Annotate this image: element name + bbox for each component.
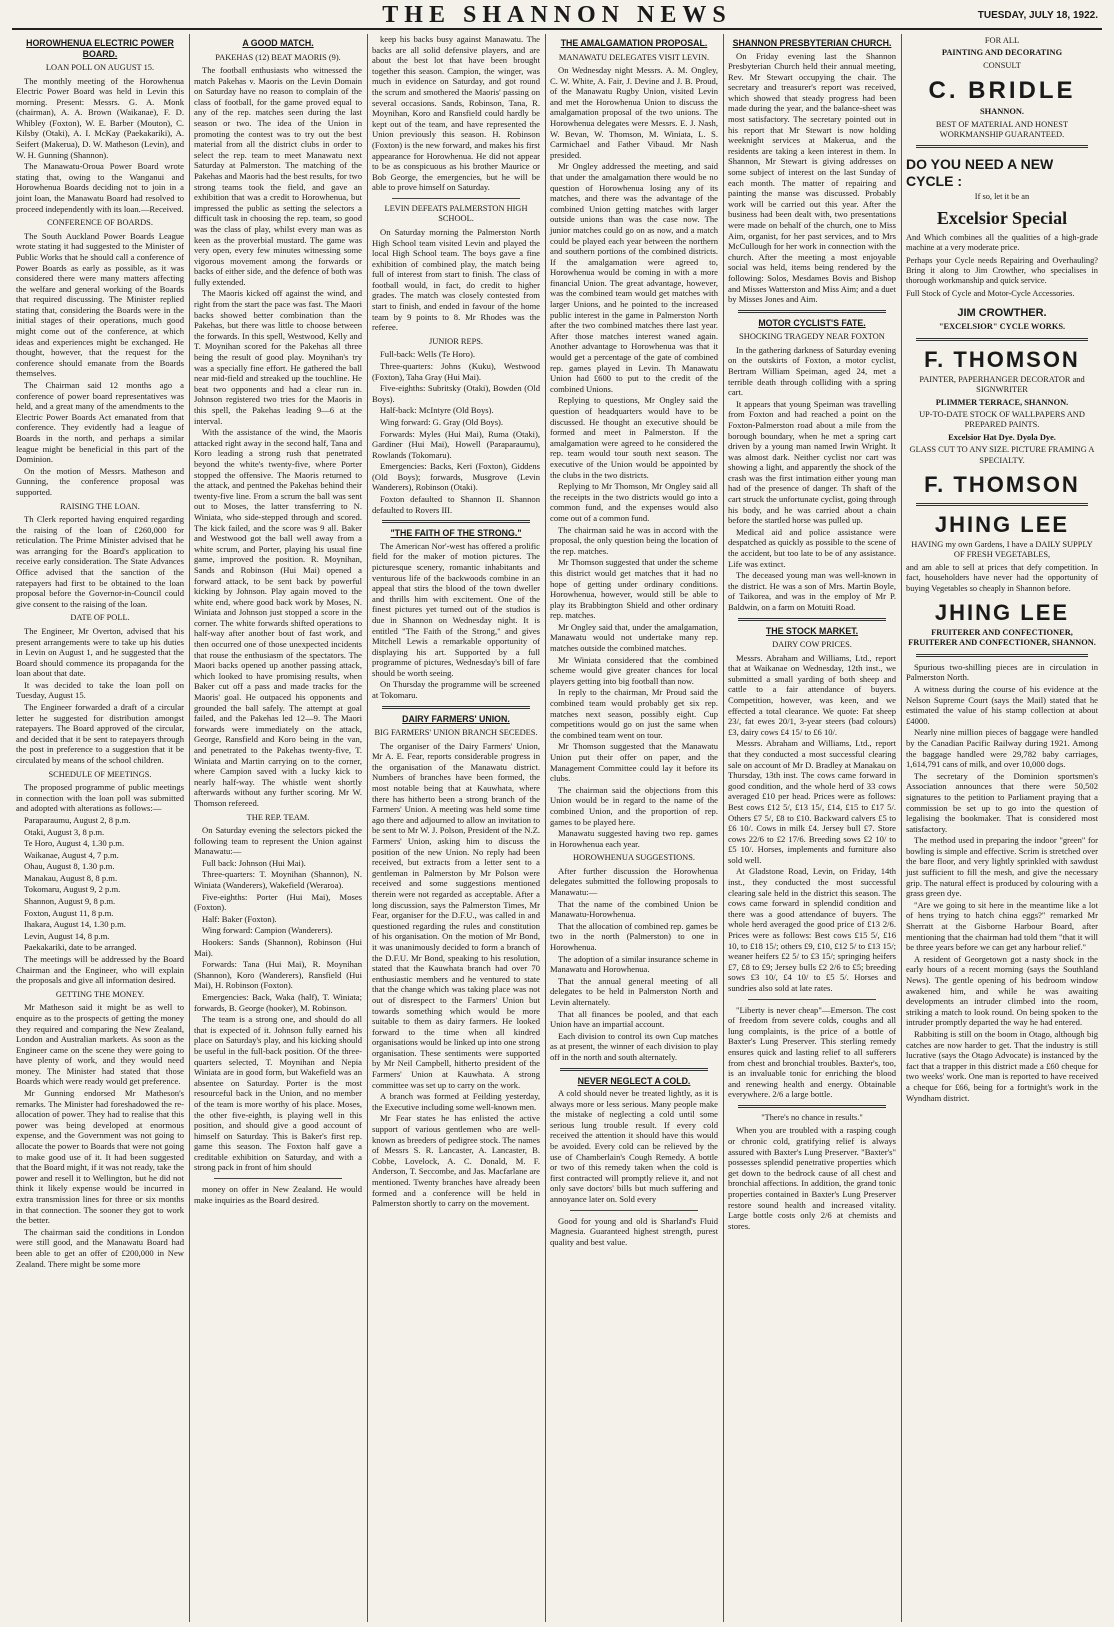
- paragraph: In the gathering darkness of Saturday evening on the outskirts of Foxton, a motor cyclist, Bertram William Speiman, aged 24, met a terrible death through colliding with a spring cart.: [728, 344, 896, 398]
- paragraph: The deceased young man was well-known in the district. He was a son of Mrs. Martin Boyle, of Taikorea, and was in the employ of Mr P. Baldwin, on a farm on Motuiti Road.: [728, 570, 896, 612]
- paragraph: Replying to questions, Mr Ongley said the question of headquarters would have to be discussed. He thought an executive should be formed and meet in Palmerston. If the amalgamation were agreed to he considered the rep. team would tour south next season. The executive of the Union would be appointed by the clubs in the two districts.: [550, 395, 718, 480]
- divider: [916, 145, 1088, 148]
- paragraph: With the assistance of the wind, the Maoris attacked right away in the second half, Tana and Koro leading a strong rush that penetrated beyond the white's twenty-five, where Porter stopped the offensive. The Maoris returned to the attack, and pentned the Pakehas behind their twenty-five line. From a scrum the ball was sent out to Moses, the latter transferring to N. Winiata, who side-stepped through and scored. The kick failed, and the score was 9 all. Baker and Westwood got the ball well away from a white scrum, and Porter, playing his usual fine game, improved the position. R. Moynihan, Sands and Robinson (Hui Mai) opened a forward attack, to be sent back by powerful kicking by Johnson. Play again moved to the white end, where good back work by Moses, N. Winiata and Johnson just stopped a score in the corner. The white forwards shifted operations to half-way after another bout of fast work, and then occurred one of those unexpected incidents that rouse the enthusiasm of the spectators. The Maori backs opened up another passing attack, which looked to have promising results, when Baker cut off a pass and made tracks for the Maoris' goal. He outpaced his opponents and grounded the ball safely. The attempt at goal failed, and the Pakehas led 12—9. The Maori forwards were immediately on the attack, George, Ransfield and Koro being in the van, and penetrated to the Pakehas twenty-five, T. Winiata and Martin carrying on to the corner, where Campion saved with a lucky kick to nearly half-way. The whistle went shortly afterwards without any further scoring. Mr W. Thomson refereed.: [194, 427, 362, 808]
- ad-bridle: [906, 36, 1098, 140]
- paragraph: Spurious two-shilling pieces are in circulation in Palmerston North.: [906, 661, 1098, 683]
- paragraph: That all finances be pooled, and that each Union have an impartial account.: [550, 1008, 718, 1030]
- list-item: Te Horo, August 4, 1.30 p.m.: [24, 838, 125, 849]
- ad-text: BEST OF MATERIAL AND HONEST WORKMANSHIP GUARANTEED.: [935, 119, 1069, 140]
- paragraph: The Engineer forwarded a draft of a circular letter he suggested for distribution amongst ratepayers. The Board approved of the circular, and decided that it be sent to ratepayers through the post in preference to a suggestion that it be circulated by means of the school children.: [16, 702, 184, 766]
- subheadline: THE REP. TEAM.: [246, 812, 310, 822]
- list-item: Ihakara, August 14, 1.30 p.m.: [24, 919, 126, 930]
- paragraph: Mr Thomson suggested that under the scheme this district would get matches that it had no hope of getting under ordinary conditions. Horowhenua, however, would still be able to play its Brabbington Shield and other ordinary rep. matches.: [550, 557, 718, 621]
- paragraph: A branch was formed at Feilding yesterday, the Executive including some well-known men.: [372, 1091, 540, 1112]
- paragraph: That the allocation of combined rep. games be two in the north (Palmerston) to one in Horowhenua.: [550, 920, 718, 952]
- subheadline: RAISING THE LOAN.: [60, 501, 140, 511]
- divider: [916, 654, 1088, 657]
- divider: [392, 198, 520, 199]
- list-item: Five-eighths: Porter (Hui Mai), Moses (Foxton).: [194, 891, 362, 913]
- paragraph: Manawatu suggested having two rep. games in Horowhenua each year.: [550, 828, 718, 849]
- paragraph: The Maoris kicked off against the wind, and right from the start the pace was fast. The Maori backs showed better combination than the Pakehas, but there was little to choose between the forwards. In this spell, Westwood, Kelly and T. Moynihan scored for the Pakehas all three being the result of good play. Moynihan's try was a specially fine effort. He gathered the ball near mid-field and streaked up the touchline. He beat two opponents and had a clear run in. Johnson registered two tries for the Maoris in this spell, the Pakehas leading 9—6 at the interval.: [194, 288, 362, 426]
- column-4: [546, 34, 722, 1622]
- paragraph: It appears that young Speiman was travelling from Foxton and had reached a point on the Foxton-Palmerston road about a mile from the borough boundary, when he met a spring cart driven by a young man named Irwin Wright. It was almost dark. Neither cyclist nor cart was showing a light, and apparently the shock of the crash was the first intimation either young man had of the presence of danger. Th shaft of the cart struck the unfortunate cyclist, going through his body, and he was carried about a chain before the startled horse was pulled up.: [728, 398, 896, 526]
- list-item: Levin, August 14, 8 p.m.: [24, 930, 110, 941]
- paragraph: Mr Gunning endorsed Mr Matheson's remarks. The Minister had foreshadowed the re-allocation of power. They had to realise that this power was being developed at enormous expense, and the Government was not going to allocate the power to Boards that were not going to make good use of it. It had been suggested that the Board might, if it was not ready, take the power and resell it to Wellington, but he did not think it likely expense would be incurred in extra transmission lines for three or six months in that connection. The sooner they got to work the better.: [16, 1088, 184, 1226]
- list-item: Hookers: Sands (Shannon), Robinson (Hui Mai).: [194, 937, 362, 958]
- list-item: Full-back: Wells (Te Horo).: [380, 349, 475, 360]
- subheadline: GETTING THE MONEY.: [55, 989, 145, 999]
- list-item: Forwards: Myles (Hui Mai), Ruma (Otaki), Gardiner (Hui Mai), Howell (Paraparaumu), Rowlands (Tokomaru).: [372, 428, 540, 460]
- subheadline: HOROWHENUA SUGGESTIONS.: [573, 853, 695, 863]
- divider: [214, 1178, 342, 1179]
- column-2: [190, 34, 366, 1622]
- list-item: Foxton, August 11, 8 p.m.: [24, 907, 114, 918]
- product-name: Excelsior Special: [936, 207, 1068, 228]
- paragraph: When you are troubled with a rasping cough or chronic cold, gratifying relief is always assured with Baxter's Lung Preserver. "Baxter's" possesses splendid penetrative properties which get down to the bedrock cause of all chest and bronchial affections. In addition, the grand tonic properties contained in Baxter's Lung Preserver restore sound health and increased vitality. Large bottle costs only 2/6 at chemists and stores.: [728, 1125, 896, 1231]
- paragraph: On the motion of Messrs. Matheson and Gunning, the conference proposal was supported.: [16, 465, 184, 497]
- divider: [738, 310, 886, 313]
- headline: MOTOR CYCLIST'S FATE.: [758, 317, 866, 328]
- ad-text: FOR ALL: [984, 36, 1020, 45]
- headline: HOROWHENUA ELECTRIC POWER BOARD.: [26, 38, 174, 59]
- headline: DAIRY FARMERS' UNION.: [402, 713, 510, 724]
- paragraph: "Are we going to sit here in the meantime like a lot of hens trying to hatch china eggs?" remarked Mr Sherratt at the Gisborne Harbour Board, after mentioning that the chairman had told them "that it will be three years before we can get any harbour relief.": [906, 899, 1098, 953]
- paragraph: Mr Ongley addressed the meeting, and said that under the amalgamation there would be no question of Horowhenua losing any of its matches, and there was the advantage of the combined Union getting matches with larger outside unions than was the case now. The junior matches could go on as now, and a match could be played each year between the northern and southern portions of the combined districts. If the amalgamation were agreed to, Horowhenua would be coming in with a more financial Union. The great advantage, however, was the combined team would get matches with larger Unions, and he pointed to the increased public interest in the game in Palmerston North after the two combined matches there last year. After those matches interest waned again. Another advantage to Horowhenua was that it would get a percentage of the gate of combined rep. games played in Levin. Th Manawatu Union had £600 to put to the credit of the combined Unions.: [550, 161, 718, 394]
- paragraph: The football enthusiasts who witnessed the match Pakehas v. Maoris on the Levin Domain on Saturday have no reason to complain of the class of football, for the game proved equal to any of the rep. matches seen during the last season or two. The idea of the Union in promoting the contest was to try out the best material from all the district clubs in order to select the rep. team to meet Manawatu next Saturday at Palmerston. The matching of the Pakehas and Maoris had the best results, for two strong teams took the field, and gave an exhibition that was a credit to Horowhenua, but impressed the public as setting the selectors a difficult task in choosing the rep. team, so good was the class of play, whilst every man was as keen as the proverbial mustard. The game was very open, every few minutes witnessing some vigorous movement among the forwards or backs of either side, and the defence of both was fully extended.: [194, 65, 362, 287]
- list-item: Otaki, August 3, 8 p.m.: [24, 826, 105, 837]
- list-item: Wing forward: Campion (Wanderers).: [202, 925, 333, 936]
- paragraph: The meetings will be addressed by the Board Chairman and the Engineer, who will explain the proposals and give all information desired.: [16, 954, 184, 986]
- list-item: Paekakariki, date to be arranged.: [24, 942, 137, 953]
- paragraph: At Gladstone Road, Levin, on Friday, 14th inst., they conducted the most successful clearing sale held in the district this season. The cows came forward in splendid condition and there was a good attendance of buyers. The whole herd averaged the good price of £13 2/6. Prices were as follows: Best cows £15 5/, £16 10, to £18 15/; others £9, £10, £12 5/ to £13 15/; weaner heifers £2 5/ to £3 15/; springing heifers £7, £8 to £9; Jersey bulls £2 2/6 to £5; breeding sows £3 10/, £4 10/ to £5 5/. Horses and sundries also sold at late rates.: [728, 866, 896, 993]
- paragraph: Mr Matheson said it might be as well to enquire as to the prospects of getting the money they required and comparing the New Zealand, London and Australian markets. As soon as the Engineer came on the scene they were going to have plenty of work, and they would need money. The Minister had stated that those Boards which were ready would get preference.: [16, 1002, 184, 1087]
- subheadline: DAIRY COW PRICES.: [772, 640, 852, 650]
- ad-text: UP-TO-DATE STOCK OF WALLPAPERS AND PREPARED PAINTS.: [919, 409, 1085, 430]
- subheadline: BIG FARMERS' UNION BRANCH SECEDES.: [374, 728, 538, 738]
- advertiser-name: JHING LEE: [934, 599, 1070, 625]
- list-item: Paraparaumu, August 2, 8 p.m.: [24, 814, 131, 825]
- ad-text: HAVING my own Gardens, I have a DAILY SUPPLY OF FRESH VEGETABLES,: [911, 539, 1093, 560]
- paragraph: Mr Fear states he has enlisted the active support of various gentlemen who are well-known as breeders of pedigree stock. The names of Messrs S. R. Lancaster, A. Lancaster, B. Cobbe, Lovelock, A. C. Donald, M. F. Anderson, T. Seccombe, and Jas. Macfarlane are mentioned. Twenty branches have already been formed and a conference will be held in Palmerston shortly to carry on the movement.: [372, 1113, 540, 1209]
- divider: [916, 338, 1088, 341]
- ad-text: SHANNON.: [980, 107, 1024, 117]
- advertiser-name: JHING LEE: [934, 511, 1070, 537]
- list-item: Manakau, August 8, 8 p.m.: [24, 872, 118, 883]
- paragraph: Replying to Mr Thomson, Mr Ongley said all the receipts in the two districts would go into a common fund, and the expenses would also come out of a common fund.: [550, 481, 718, 523]
- subheadline: LOAN POLL ON AUGUST 15.: [45, 63, 155, 72]
- paragraph: A cold should never be treated lightly, as it is always more or less serious. Many people make the mistake of neglecting a cold until some serious lung trouble result. If every cold received the attention it should have this would be avoided. Every cold can be relieved by the use of Chamberlain's Cough Remedy. A bottle or two of this remedy taken when the cold is first contracted will promptly relieve it, and not only save doctors' bills but much suffering and annoyance later on. Sold every: [550, 1088, 718, 1204]
- paragraph: On Saturday morning the Palmerston North High School team visited Levin and played the local High School team. The boys gave a fine exhibition of combined play, the match being full of interest from start to finish. The class of football would, in fact, do credit to higher grades. The match was closely contested from start to finish, and ended in favour of the home team by 9 points to 8. Mr Rhodes was the referee.: [372, 226, 540, 333]
- paragraph: Th Clerk reported having enquired regarding the raising of the loan of £260,000 for reticulation. The Prime Minister advised that he was arranging for the Board's application to receive early consideration. The State Advances Office advised that the sanction of the ratepayers had first to be obtained to the loan proposal before the Governor-in-Council could give consent to the raising of the loan.: [16, 514, 184, 609]
- paragraph: Nearly nine million pieces of baggage were handled by the Canadian Pacific Railway during 1921. Among the baggage handled were 29,782 baby carriages, 1,614,791 cans of milk, and over 10,000 dogs.: [906, 727, 1098, 770]
- paragraph: The monthly meeting of the Horowhenua Electric Power Board was held in Levin this morning. Present: Messrs. G. A. Monk (chairman), A. A. Brown (Waikanae), F. D. Whibley (Foxton), W. E. Barber (Mouton), C. Kilsby (Otaki), A. I. McKay (Paekakariki), A. Seifert (Makerua), D. W. Matheson (Levin), and W. H. Gunning (Shannon).: [16, 75, 184, 160]
- subheadline: MANAWATU DELEGATES VISIT LEVIN.: [558, 52, 710, 62]
- paragraph: Rabbiting is still on the boom in Otago, although big catches are now harder to get. That the industry is still lucrative (says the Otago Advocate) is instanced by the fact that a trapper in this district made a £60 cheque for two weeks' work. One man is reported to have received a cheque for £66, being for a fortnight's work in the Wyndham district.: [906, 1028, 1098, 1103]
- paragraph: The secretary of the Dominion sportsmen's Association announces that there were 50,502 signatures to the petition to Parliament praying that a commission be set up to go into the question of legalising the bookmaker. That is considered most satisfactory.: [906, 770, 1098, 834]
- paragraph: The team is a strong one, and should do all that is expected of it. Johnson fully earned his place on Saturday's play, and his kicking should be useful in the full-back position. Of the three-quarters selected, T. Moynihan and Nepia Winiata are in good form, but Wakefield was an absentee on Saturday. Porter is the most resourceful back in the Union, and no member of the team is more worthy of his place. Moses, the other five-eighth, is playing well in this position, and should give a good account of himself on Saturday. This is Baker's first rep. game this season. The Foxton half gave a creditable exhibition on Saturday, and with a strong pack in front of him should: [194, 1014, 362, 1173]
- paragraph: Each division to control its own Cup matches as at present, the winner of each division to play off in the north and south alternately.: [550, 1030, 718, 1062]
- ad-text: PLIMMER TERRACE, SHANNON.: [935, 397, 1069, 407]
- headline: "THE FAITH OF THE STRONG.": [390, 528, 522, 539]
- list-item: Ohau, August 8, 1.30 p.m.: [24, 861, 115, 872]
- paragraph: The organiser of the Dairy Farmers' Union, Mr A. E. Fear, reports considerable progress in the organisation of the Manawatu district. Numbers of branches have been formed, the most notable being that at Kauwhata, where there has hitherto been a strong branch of the Farmers' Union. A meeting was held some time ago there and adjourned to allow an invitation to be sent to Mr W. J. Polson, President of the N.Z. Farmers' Union, asking him to discuss the position of the new Union. No reply had been received, but extracts from a letter sent to a gentleman in Palmerston by Mr Polson were received and some suggestions mentioned therein were not regarded as acceptable. After a long discussion, says the Palmerston Times, Mr Fear, organiser for the D.F.U., was called in and questioned regarding the rules and constitution of his organisation. On the motion of Mr Bond, it was unanimously decided to form a branch of the D.F.U. Mr Bond, speaking to his resolution, stated that the Kauwhata branch had over 70 enthusiastic members and he ventured to state that the change which was taking place was not out of disrespect to the Farmers' Union but towards something which would be more suitable to them as dairy farmers. He looked forward to the time when all kindred organisations would be linked up into one strong organisation. These sentiments were supported by Mr Neil Campbell, hitherto president of the Farmers' Union at Kauwhata. A strong committee was set up to carry on the work.: [372, 740, 540, 1090]
- headline: A GOOD MATCH.: [242, 38, 314, 48]
- column-5: [724, 34, 900, 1622]
- paragraph: That the name of the combined Union be Manawatu-Horowhenua.: [550, 898, 718, 920]
- ad-jhing-lee: [906, 512, 1098, 649]
- paragraph: "Liberty is never cheap"—Emerson. The cost of freedom from severe colds, coughs and all lung complaints, is the price of a bottle of Baxter's Lung Preserver. This sterling remedy ensures quick and lasting relief to all sufferers from chest and bronchial troubles. Baxter's, too, is an invaluable tonic for enriching the blood and renewing health and energy. Obtainable everywhere. 2/6 a large bottle.: [728, 1004, 896, 1100]
- subheadline: DATE OF POLL.: [70, 613, 130, 623]
- paragraph: Mr Ongley said that, under the amalgamation, Manawatu would not undertake many rep. matches outside the combined matches.: [550, 621, 718, 654]
- paragraph: The American Nor'-west has offered a prolific field for the maker of motion pictures. The picturesque scenery, romantic inhabitants and venturous life of the backwoods combine in an appeal that stirs the blood of the town dweller and thrills him with excitement. One of the finest pictures yet turned out of the studios is due in Shannon on Wednesday night. It is entitled "The Faith of the Strong," and gives Mitchell Lewis a remarkable opportunity of displaying his art. Supported by a full programme of pictures, Wednesday's bill of fare should be worth seeing.: [372, 540, 540, 678]
- divider: [916, 503, 1088, 506]
- paragraph: In reply to the chairman, Mr Proud said the combined team would probably get six rep. matches next season, possibly eight. Cup competitions would go on just the same when the combined team went on tour.: [550, 687, 718, 740]
- newspaper-title: THE SHANNON NEWS: [382, 2, 732, 28]
- ad-text: and am able to sell at prices that defy competition. In fact, householders have never had the opportunity of buying Vegetables so cheaply in Shannon before.: [906, 562, 1098, 593]
- paragraph: Medical aid and police assistance were despatched as quickly as possible to the scene of the accident, but too late to be of any assistance. Life was extinct.: [728, 526, 896, 569]
- ad-text: Full Stock of Cycle and Motor-Cycle Accessories.: [906, 288, 1075, 298]
- list-item: Tokomaru, August 9, 2 p.m.: [24, 884, 121, 895]
- divider: [570, 1210, 698, 1211]
- ad-text: FRUITERER AND CONFECTIONER, FRUITERER AND CONFECTIONER, SHANNON.: [908, 627, 1096, 648]
- paragraph: keep his backs busy against Manawatu. The backs are all solid defensive players, and are about the best lot that have been brought together this season. Campion, the winger, was much in evidence on Saturday, and got round the scrum and smothered the Maoris' passing on several occasions. Sands, Robinson, Tana, R. Moynihan, Koro and Ransfield could hardly be kept out of the team, and have represented the Union previously this season. H. Robinson (Foxton) is the new forward, and makes his first appearance for Horowhenua. He did not appear to be as conspicuous as his brother Maurice or Bob George, the emergencies, but he will be able to prove himself on Saturday.: [372, 34, 540, 193]
- list-item: Five-eighths: Subritsky (Otaki), Bowden (Old Boys).: [372, 383, 540, 404]
- paragraph: The chairman said the conditions in London were still good, and the Manawatu Board had been able to get an offer of £200,000 in New Zealand. There might be some more: [16, 1226, 184, 1269]
- subheadline: "There's no chance in results.": [761, 1112, 863, 1122]
- paragraph: The adoption of a similar insurance scheme in Manawatu and Horowhenua.: [550, 953, 718, 975]
- paragraph: The chairman said he was in accord with the proposal, the only question being the location of the rep. matches.: [550, 524, 718, 556]
- ad-text: CONSULT: [983, 60, 1021, 70]
- ad-headline: DO YOU NEED A NEW CYCLE :: [906, 156, 1054, 190]
- paragraph: The method used in preparing the indoor "green" for bowling is simple and effective. Scrim is stretched over the bare floor, and very lightly sprinkled with sawdust just sufficient to fill the mesh, and give the necessary grip. The natural effect is produced by colouring with a grass green dye.: [906, 835, 1098, 899]
- headline: THE AMALGAMATION PROPOSAL.: [560, 38, 708, 48]
- paragraph: Mr Thomson suggested that the Manawatu Union put their offer on paper, and the Management Committee could lay it before its clubs.: [550, 741, 718, 784]
- divider: [738, 1105, 886, 1108]
- paragraph: On Saturday evening the selectors picked the following team to represent the Union against Manawatu:—: [194, 825, 362, 857]
- list-item: Three-quarters: Johns (Kuku), Westwood (Foxton), Taha Gray (Hui Mai).: [372, 360, 540, 382]
- ad-text: PAINTING AND DECORATING: [941, 48, 1063, 58]
- column-6: [902, 34, 1102, 1622]
- list-item: Wing forward: G. Gray (Old Boys).: [380, 416, 504, 427]
- paragraph: Mr Winiata considered that the combined scheme would give greater chances for local players getting into big football than now.: [550, 654, 718, 686]
- list-item: Emergencies: Back, Waka (half), T. Winiata; forwards, B. George (hooker), M. Robinson.: [194, 991, 362, 1013]
- paragraph: The Engineer, Mr Overton, advised that his present arrangements were to take up his duties in Levin on August 1, and he suggested that the Board should commence its propaganda for the loan about that date.: [16, 625, 184, 679]
- list-item: Half: Baker (Foxton).: [202, 913, 277, 924]
- ad-text: If so, let it be an: [974, 192, 1030, 202]
- list-item: Three-quarters: T. Moynihan (Shannon), N. Winiata (Wanderers), Wakefield (Weraroa).: [194, 869, 362, 891]
- paragraph: On Friday evening last the Shannon Presbyterian Church held their annual meeting, Rev. Mr Stewart occupying the chair. The secretary and treasurer's report was received, which showed that steady progress had been made during the year, and the balance-sheet was most satisfactory. The secretary pointed out in his report that Mr Stewart is now holding weeknight services at Makerua, and the residents are taking a keen interest in them. In Shannon, Mr Stewart is giving addresses on some subject of interest on the last Sunday of each month. The matter of repairing and painting the manse was discussed. Probably work will be carried out this year. After the business had been dealt with, two presentations were made on behalf of the church, one to Miss Aim, organist, for her past services, and to Mrs McCullough for her work in connection with the church. After the meeting a most enjoyable social was held, items being rendered by the following: Solos, Mesdames Bovis and Bishop and Misses Watterston and Miss Aim; and a duet by Misses Jones and Aim.: [728, 50, 896, 305]
- advertiser-name: JIM CROWTHER.: [957, 307, 1047, 320]
- column-3: [368, 34, 544, 1622]
- paragraph: Messrs. Abraham and Williams, Ltd., report that at Waikanae on Wednesday, 12th inst., we submitted a small yarding of both sheep and cattle to a fair attendance of buyers. Competition, however, was keen, and we effected a total clearance. We quote: Fat sheep 23/, fat ewes 20/1, 3-year steers (bad colours) £3, dairy cows £4 15/ to £6 10/.: [728, 652, 896, 737]
- list-item: Half-back: McIntyre (Old Boys).: [380, 405, 494, 416]
- headline: NEVER NEGLECT A COLD.: [577, 1075, 691, 1086]
- paragraph: Good for young and old is Sharland's Fluid Magnesia. Guaranteed highest strength, purest quality and best value.: [550, 1215, 718, 1247]
- subheadline: CONFERENCE OF BOARDS.: [47, 218, 153, 228]
- subheadline: JUNIOR REPS.: [429, 336, 483, 346]
- ad-text: Perhaps your Cycle needs Repairing and Overhauling? Bring it along to Jim Crowther, who specialises in thorough workmanship and quick service.: [906, 255, 1098, 286]
- divider: [738, 618, 886, 621]
- paragraph: The South Auckland Power Boards League wrote stating it had suggested to the Minister of Public Works that he should call a conference of Power Boards as early as possible, as it was considered there were many matters affecting the welfare and general working of the Boards that required discussing. The Minister replied stating that, considering the Boards were in the initial stages of their operations, much good might come out of the conference, at which ideas and experiences might be exchanged. He thought, however, that the request for the conference should emanate from the Boards themselves.: [16, 230, 184, 379]
- paragraph: It was decided to take the loan poll on Tuesday, August 15.: [16, 679, 184, 701]
- paragraph: On Thursday the programme will be screened at Tokomaru.: [372, 679, 540, 701]
- column-1: [12, 34, 188, 1622]
- headline: THE STOCK MARKET.: [765, 625, 859, 636]
- divider: [560, 1068, 708, 1071]
- paragraph: Foxton defaulted to Shannon II. Shannon defaulted to Rovers III.: [372, 494, 540, 515]
- list-item: Forwards: Tana (Hui Mai), R. Moynihan (Shannon), Koro (Wanderers), Ransfield (Hui Mai), H. Robinson (Foxton).: [194, 959, 362, 991]
- paragraph: The Manawatu-Oroua Power Board wrote stating that, owing to the Wanganui and Horowhenua Boards deciding not to join in a joint loan, the Manawatu Board had resolved to proceed independently with its loan.—Received.: [16, 161, 184, 214]
- paragraph: The Chairman said 12 months ago a conference of power board representatives was held, and a great many of the amendments to the Electric Power Boards Act emanated from that conference. They evidently had a league of Boards in the north, and perhaps a similar league might be beneficial in this part of the Dominion.: [16, 380, 184, 465]
- paragraph: A resident of Georgetown got a nasty shock in the early hours of a recent morning (says the Southland News). The gentle opening of his bedroom window awakened him, and while he was awaiting developments an intruder climbed into the room, striking a match to look round. On being spoken to the intruder promptly departed the way he had entered.: [906, 953, 1098, 1028]
- ad-text: PAINTER, PAPERHANGER DECORATOR and SIGNWRITER: [919, 374, 1085, 395]
- ad-text: "EXCELSIOR" CYCLE WORKS.: [938, 322, 1066, 332]
- advertiser-name: F. THOMSON: [924, 471, 1080, 497]
- ad-text: Excelsior Hat Dye. Dyola Dye.: [948, 432, 1056, 442]
- issue-date: TUESDAY, JULY 18, 1922.: [977, 10, 1098, 21]
- ad-text: GLASS CUT TO ANY SIZE. PICTURE FRAMING A SPECIALTY.: [909, 445, 1095, 465]
- divider: [748, 999, 876, 1000]
- paragraph: After further discussion the Horowhenua delegates submitted the following proposals to Manawatu:—: [550, 865, 718, 898]
- masthead: [12, 2, 1102, 30]
- paragraph: The proposed programme of public meetings in connection with the loan poll was submitted and adopted with alterations as follows:—: [16, 782, 184, 814]
- ad-thomson: [906, 347, 1098, 498]
- list-item: Emergencies: Backs, Keri (Foxton), Giddens (Old Boys); forwards, Musgrove (Levin Wanderers), Robinson (Otaki).: [372, 461, 540, 493]
- paragraph: A witness during the course of his evidence at the Nelson Supreme Court (says the Mail) stated that he estimated the value of his stamp collection at about £4000.: [906, 683, 1098, 726]
- headline: SHANNON PRESBYTERIAN CHURCH.: [732, 38, 892, 48]
- subheadline: PAKEHAS (12) BEAT MAORIS (9).: [215, 52, 341, 62]
- ad-text: And Which combines all the qualities of a high-grade machine at a very moderate price.: [906, 232, 1098, 253]
- advertiser-name: F. THOMSON: [924, 346, 1080, 372]
- subheadline: LEVIN DEFEATS PALMERSTON HIGH SCHOOL.: [384, 203, 528, 224]
- ad-excelsior: [906, 156, 1098, 332]
- paragraph: Messrs. Abraham and Williams, Ltd., report that they conducted a most successful clearing sale on account of Mr D. Bradley at Manakau on Thursday, 13th inst. The cows came forward in good condition, and the whole herd of 33 cows averaged £10 per head. Prices were as follows: Best cows £12 5/, £13 15/, £14, £15 to £17 5/. Others £7 5/, £8 to £10. Backward calvers £5 to £6 10/. Cows in milk £4. Jersey bull £7. Store cows 22/6 to £2 17/6. Breeding sows £2 10/ to £5 10/. Horses, implements and furniture also sold well.: [728, 738, 897, 865]
- divider: [382, 706, 530, 709]
- list-item: Waikanae, August 4, 7 p.m.: [24, 849, 119, 860]
- paragraph: That the annual general meeting of all delegates to be held in Palmerston North and Levin alternately.: [550, 975, 718, 1007]
- subheadline: SHOCKING TRAGEDY NEAR FOXTON: [739, 332, 885, 342]
- advertiser-name: C. BRIDLE: [928, 77, 1076, 105]
- subheadline: SCHEDULE OF MEETINGS.: [48, 769, 152, 779]
- list-item: Full back: Johnson (Hui Mai).: [202, 857, 306, 868]
- divider: [382, 520, 530, 523]
- paragraph: money on offer in New Zealand. He would make inquiries as the Board desired.: [194, 1184, 362, 1205]
- paragraph: On Wednesday night Messrs. A. M. Ongley, C. W. White, A. Fair, J. Devine and J. B. Proud, of the Manawatu Rugby Union, visited Levin and met the Horowhenua Union to discuss the amalgamation proposal of the two unions. The Horowhenua delegates were Messrs. E. J. Nash, W. Bevan, W. Thomson, M. Winiata, L. S. Carmichael and Father Vibaud. Mr Nash presided.: [550, 65, 718, 160]
- list-item: Shannon, August 9, 8 p.m.: [24, 896, 116, 907]
- paragraph: The chairman said the objections from this Union would be in regard to the name of the combined Union, and the proportion of rep. games to be played here.: [550, 784, 718, 827]
